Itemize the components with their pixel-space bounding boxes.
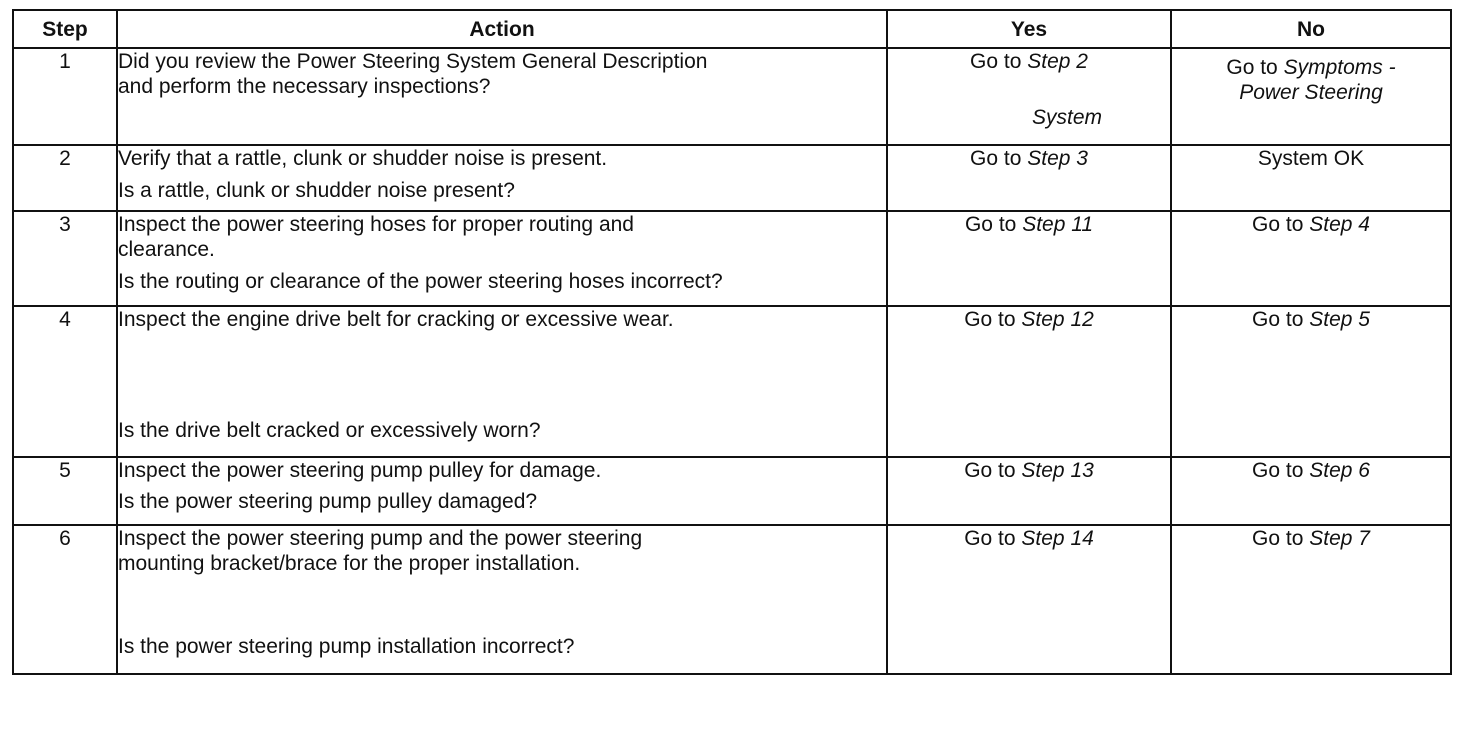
yes-cell: [887, 457, 1171, 525]
no-system-ok: System OK: [1257, 147, 1365, 170]
diagnostic-table: [12, 9, 1452, 675]
action-cell: [117, 457, 887, 525]
yes-cell: [887, 145, 1171, 211]
yes-prefix: Go to: [964, 459, 1016, 482]
yes-step-link[interactable]: Step 11: [1022, 213, 1094, 236]
step-number: 3: [13, 211, 117, 306]
action-text: Verify that a rattle, clunk or shudder noise is present.: [118, 147, 608, 170]
step-number: 2: [13, 145, 117, 211]
no-prefix: Go to: [1252, 459, 1304, 482]
table-row: [13, 211, 1451, 306]
table-row: [13, 457, 1451, 525]
yes-prefix: Go to: [964, 308, 1016, 331]
step-number: 5: [13, 457, 117, 525]
header-no: No: [1171, 10, 1451, 48]
no-symptoms-link-line2[interactable]: Power Steering: [1239, 81, 1383, 104]
no-cell: [1171, 457, 1451, 525]
header-action: Action: [117, 10, 887, 48]
action-text: Is the power steering pump installation incorrect?: [118, 635, 575, 658]
no-cell: [1171, 145, 1451, 211]
header-yes: Yes: [887, 10, 1171, 48]
action-cell: [117, 48, 887, 145]
no-step-link[interactable]: Step 6: [1309, 459, 1370, 482]
action-text: Inspect the power steering pump pulley for damage.: [118, 459, 602, 482]
table-row: [13, 306, 1451, 457]
step-number: 6: [13, 525, 117, 674]
no-symptoms-link[interactable]: Symptoms -: [1283, 56, 1396, 79]
yes-cell: [887, 48, 1171, 145]
no-prefix: Go to: [1252, 527, 1304, 550]
table-row: [13, 48, 1451, 145]
yes-prefix: Go to: [964, 213, 1017, 236]
yes-prefix: Go to: [970, 50, 1022, 73]
action-text: clearance.: [118, 238, 215, 261]
yes-cell: [887, 211, 1171, 306]
no-prefix: Go to: [1252, 213, 1304, 236]
yes-step-link[interactable]: Step 12: [1021, 308, 1094, 331]
table-row: [13, 525, 1451, 674]
header-step: Step: [13, 10, 117, 48]
no-prefix: Go to: [1252, 308, 1304, 331]
action-cell: [117, 211, 887, 306]
yes-prefix: Go to: [970, 147, 1022, 170]
action-text: Inspect the power steering hoses for proper routing and: [118, 213, 634, 236]
action-text: and perform the necessary inspections?: [118, 75, 491, 98]
no-symptoms-link-line3[interactable]: System: [1032, 106, 1103, 129]
yes-step-link[interactable]: Step 3: [1027, 147, 1088, 170]
action-text: mounting bracket/brace for the proper installation.: [118, 552, 581, 575]
yes-step-link[interactable]: Step 2: [1027, 50, 1088, 73]
yes-prefix: Go to: [964, 527, 1016, 550]
no-step-link[interactable]: Step 4: [1309, 213, 1370, 236]
yes-cell: [887, 525, 1171, 674]
yes-step-link[interactable]: Step 13: [1021, 459, 1094, 482]
action-text: Is the routing or clearance of the power steering hoses incorrect?: [118, 270, 723, 293]
no-cell: [1171, 211, 1451, 306]
action-cell: [117, 525, 887, 674]
yes-step-link[interactable]: Step 14: [1021, 527, 1094, 550]
step-number: 1: [13, 48, 117, 145]
no-cell: [1171, 525, 1451, 674]
no-step-link[interactable]: Step 7: [1309, 527, 1370, 550]
no-cell: [1171, 306, 1451, 457]
table-header-row: [13, 10, 1451, 48]
action-cell: [117, 306, 887, 457]
step-number: 4: [13, 306, 117, 457]
action-text: Is the power steering pump pulley damaged?: [118, 490, 538, 513]
action-text: Inspect the power steering pump and the power steering: [118, 527, 643, 550]
no-step-link[interactable]: Step 5: [1309, 308, 1370, 331]
action-text: Is a rattle, clunk or shudder noise present?: [118, 179, 515, 202]
action-cell: [117, 145, 887, 211]
yes-cell: [887, 306, 1171, 457]
action-text: Is the drive belt cracked or excessively worn?: [118, 419, 541, 442]
action-text: Inspect the engine drive belt for cracking or excessive wear.: [118, 308, 674, 331]
no-prefix: Go to: [1226, 56, 1278, 79]
action-text: Did you review the Power Steering System General Description: [118, 50, 708, 73]
table-row: [13, 145, 1451, 211]
